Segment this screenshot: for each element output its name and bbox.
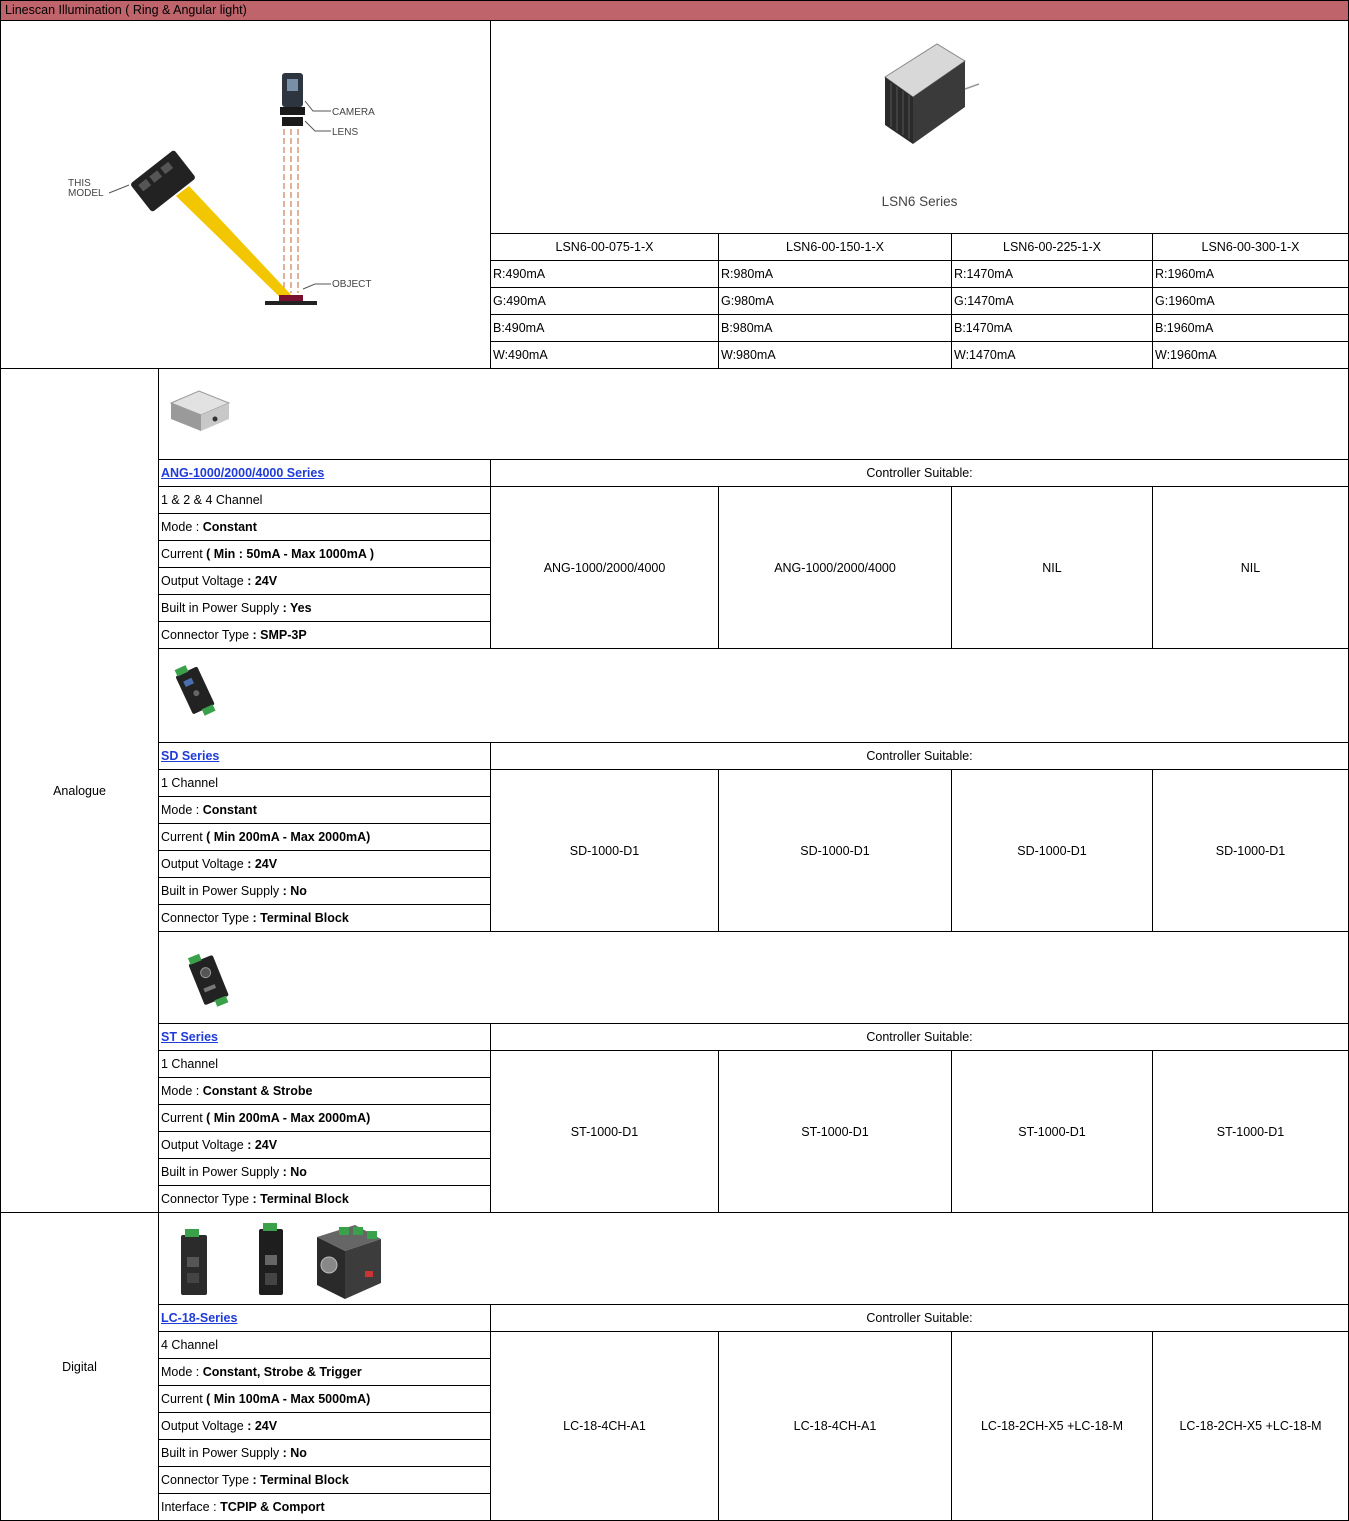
object-label: OBJECT bbox=[332, 279, 372, 290]
spec-value: : SMP-3P bbox=[252, 628, 307, 642]
spec-row bbox=[159, 622, 491, 649]
spec-value: : Terminal Block bbox=[252, 1192, 349, 1206]
lsn6-product-image bbox=[881, 39, 981, 149]
spec-value: : Terminal Block bbox=[252, 1473, 349, 1487]
sd-series-cell bbox=[159, 743, 491, 770]
spec-label: Connector Type bbox=[161, 1192, 253, 1206]
spec-value: TCPIP & Comport bbox=[220, 1500, 325, 1514]
spec-row bbox=[159, 1413, 491, 1440]
suitable-controller-cell: NIL bbox=[1153, 487, 1349, 649]
suitable-controller-cell: ST-1000-D1 bbox=[952, 1051, 1153, 1213]
suitable-controller-cell: ST-1000-D1 bbox=[719, 1051, 952, 1213]
current-cell: B:980mA bbox=[719, 315, 952, 342]
current-cell: W:490mA bbox=[491, 342, 719, 369]
spec-value: Constant & Strobe bbox=[202, 1084, 313, 1098]
spec-row bbox=[159, 824, 491, 851]
sd-controller-image-cell bbox=[159, 649, 1349, 743]
spec-value: ( Min : 50mA - Max 1000mA ) bbox=[206, 547, 375, 561]
suitable-controller-cell: SD-1000-D1 bbox=[719, 770, 952, 932]
current-cell: W:980mA bbox=[719, 342, 952, 369]
st-controller-image-cell bbox=[159, 932, 1349, 1024]
spec-value: : No bbox=[282, 1165, 307, 1179]
controller-suitable-header: Controller Suitable: bbox=[491, 1305, 1349, 1332]
spec-row bbox=[159, 1078, 491, 1105]
analogue-section-label: Analogue bbox=[0, 369, 159, 1213]
ang-series-link[interactable]: ANG-1000/2000/4000 Series bbox=[161, 466, 325, 480]
spec-row bbox=[159, 595, 491, 622]
current-cell: G:1470mA bbox=[952, 288, 1153, 315]
spec-value: : Yes bbox=[282, 601, 312, 615]
model-header: LSN6-00-075-1-X bbox=[491, 234, 719, 261]
current-cell: G:1960mA bbox=[1153, 288, 1349, 315]
spec-row bbox=[159, 487, 491, 514]
spec-label: Output Voltage bbox=[161, 1138, 248, 1152]
this-model-label-line2: MODEL bbox=[68, 188, 104, 199]
spec-label: Connector Type bbox=[161, 911, 253, 925]
spec-row bbox=[159, 1359, 491, 1386]
current-cell: R:1470mA bbox=[952, 261, 1153, 288]
current-cell: G:490mA bbox=[491, 288, 719, 315]
spec-label: Built in Power Supply bbox=[161, 601, 283, 615]
spec-label: Output Voltage bbox=[161, 857, 248, 871]
suitable-controller-cell: SD-1000-D1 bbox=[491, 770, 719, 932]
spec-row bbox=[159, 797, 491, 824]
spec-row bbox=[159, 1051, 491, 1078]
current-cell: R:1960mA bbox=[1153, 261, 1349, 288]
current-cell: R:980mA bbox=[719, 261, 952, 288]
spec-row bbox=[159, 770, 491, 797]
spec-value: : 24V bbox=[247, 1419, 278, 1433]
lc18-controller-images bbox=[177, 1221, 387, 1301]
ang-series-cell bbox=[159, 460, 491, 487]
spec-label: Current bbox=[161, 830, 207, 844]
current-cell: G:980mA bbox=[719, 288, 952, 315]
spec-row bbox=[159, 1467, 491, 1494]
spec-label: 4 Channel bbox=[161, 1338, 218, 1352]
suitable-controller-cell: ST-1000-D1 bbox=[1153, 1051, 1349, 1213]
spec-label: Current bbox=[161, 1111, 207, 1125]
sheet-title: Linescan Illumination ( Ring & Angular light) bbox=[0, 0, 1349, 21]
spec-value: : 24V bbox=[247, 857, 278, 871]
spec-label: Interface : bbox=[161, 1500, 221, 1514]
spec-row bbox=[159, 1386, 491, 1413]
spec-label: Mode : bbox=[161, 1365, 203, 1379]
suitable-controller-cell: ANG-1000/2000/4000 bbox=[719, 487, 952, 649]
digital-section-label: Digital bbox=[0, 1213, 159, 1521]
suitable-controller-cell: SD-1000-D1 bbox=[952, 770, 1153, 932]
spec-row bbox=[159, 514, 491, 541]
spec-value: Constant bbox=[202, 520, 257, 534]
spec-value: : Terminal Block bbox=[252, 911, 349, 925]
spec-label: 1 & 2 & 4 Channel bbox=[161, 493, 263, 507]
diagram-cell bbox=[0, 21, 491, 369]
model-header: LSN6-00-225-1-X bbox=[952, 234, 1153, 261]
spec-label: Current bbox=[161, 547, 207, 561]
st-series-link[interactable]: ST Series bbox=[161, 1030, 218, 1044]
controller-suitable-header: Controller Suitable: bbox=[491, 460, 1349, 487]
suitable-controller-cell: NIL bbox=[952, 487, 1153, 649]
ang-controller-image bbox=[169, 387, 231, 433]
spec-row bbox=[159, 851, 491, 878]
product-image-cell bbox=[491, 21, 1349, 234]
spec-row bbox=[159, 1332, 491, 1359]
current-cell: B:1960mA bbox=[1153, 315, 1349, 342]
suitable-controller-cell: LC-18-4CH-A1 bbox=[491, 1332, 719, 1521]
st-series-cell bbox=[159, 1024, 491, 1051]
st-controller-image bbox=[183, 950, 235, 1012]
spec-row bbox=[159, 1494, 491, 1521]
current-cell: W:1470mA bbox=[952, 342, 1153, 369]
column-divider bbox=[158, 369, 159, 1521]
current-cell: W:1960mA bbox=[1153, 342, 1349, 369]
spec-value: : 24V bbox=[247, 574, 278, 588]
suitable-controller-cell: SD-1000-D1 bbox=[1153, 770, 1349, 932]
spec-row bbox=[159, 1159, 491, 1186]
this-model-label-line1: THIS bbox=[68, 178, 91, 189]
spec-value: Constant, Strobe & Trigger bbox=[202, 1365, 362, 1379]
series-caption: LSN6 Series bbox=[881, 194, 958, 209]
spec-value: : No bbox=[282, 884, 307, 898]
current-cell: B:490mA bbox=[491, 315, 719, 342]
controller-suitable-header: Controller Suitable: bbox=[491, 1024, 1349, 1051]
lc18-controller-image-cell bbox=[159, 1213, 1349, 1305]
spec-value: ( Min 200mA - Max 2000mA) bbox=[206, 830, 371, 844]
spec-value: : No bbox=[282, 1446, 307, 1460]
spec-label: Connector Type bbox=[161, 628, 253, 642]
controller-suitable-header: Controller Suitable: bbox=[491, 743, 1349, 770]
suitable-controller-cell: LC-18-2CH-X5 +LC-18-M bbox=[1153, 1332, 1349, 1521]
spec-label: Output Voltage bbox=[161, 574, 248, 588]
suitable-controller-cell: LC-18-4CH-A1 bbox=[719, 1332, 952, 1521]
spec-row bbox=[159, 568, 491, 595]
spec-label: Mode : bbox=[161, 520, 203, 534]
ang-controller-image-cell bbox=[159, 369, 1349, 460]
spec-label: 1 Channel bbox=[161, 776, 218, 790]
spec-label: Current bbox=[161, 1392, 207, 1406]
suitable-controller-cell: ANG-1000/2000/4000 bbox=[491, 487, 719, 649]
spec-row bbox=[159, 1132, 491, 1159]
current-cell: B:1470mA bbox=[952, 315, 1153, 342]
suitable-controller-cell: LC-18-2CH-X5 +LC-18-M bbox=[952, 1332, 1153, 1521]
spec-label: Mode : bbox=[161, 803, 203, 817]
suitable-controller-cell: ST-1000-D1 bbox=[491, 1051, 719, 1213]
spec-value: : 24V bbox=[247, 1138, 278, 1152]
sd-series-link[interactable]: SD Series bbox=[161, 749, 220, 763]
model-header: LSN6-00-150-1-X bbox=[719, 234, 952, 261]
spec-row bbox=[159, 878, 491, 905]
spec-row bbox=[159, 1440, 491, 1467]
spec-label: Built in Power Supply bbox=[161, 1165, 283, 1179]
spec-row bbox=[159, 541, 491, 568]
linescan-setup-diagram bbox=[1, 21, 490, 367]
spec-row bbox=[159, 905, 491, 932]
sd-controller-image bbox=[171, 661, 221, 719]
spec-value: ( Min 200mA - Max 2000mA) bbox=[206, 1111, 371, 1125]
spec-row bbox=[159, 1186, 491, 1213]
spec-label: Connector Type bbox=[161, 1473, 253, 1487]
current-cell: R:490mA bbox=[491, 261, 719, 288]
lens-label: LENS bbox=[332, 127, 359, 138]
lc18-series-cell bbox=[159, 1305, 491, 1332]
spec-label: Built in Power Supply bbox=[161, 884, 283, 898]
spec-value: ( Min 100mA - Max 5000mA) bbox=[206, 1392, 371, 1406]
model-header: LSN6-00-300-1-X bbox=[1153, 234, 1349, 261]
spec-row bbox=[159, 1105, 491, 1132]
spec-label: Output Voltage bbox=[161, 1419, 248, 1433]
lc18-series-link[interactable]: LC-18-Series bbox=[161, 1311, 238, 1325]
spec-label: 1 Channel bbox=[161, 1057, 218, 1071]
spec-value: Constant bbox=[202, 803, 257, 817]
spec-label: Mode : bbox=[161, 1084, 203, 1098]
camera-label: CAMERA bbox=[332, 107, 375, 118]
spec-label: Built in Power Supply bbox=[161, 1446, 283, 1460]
